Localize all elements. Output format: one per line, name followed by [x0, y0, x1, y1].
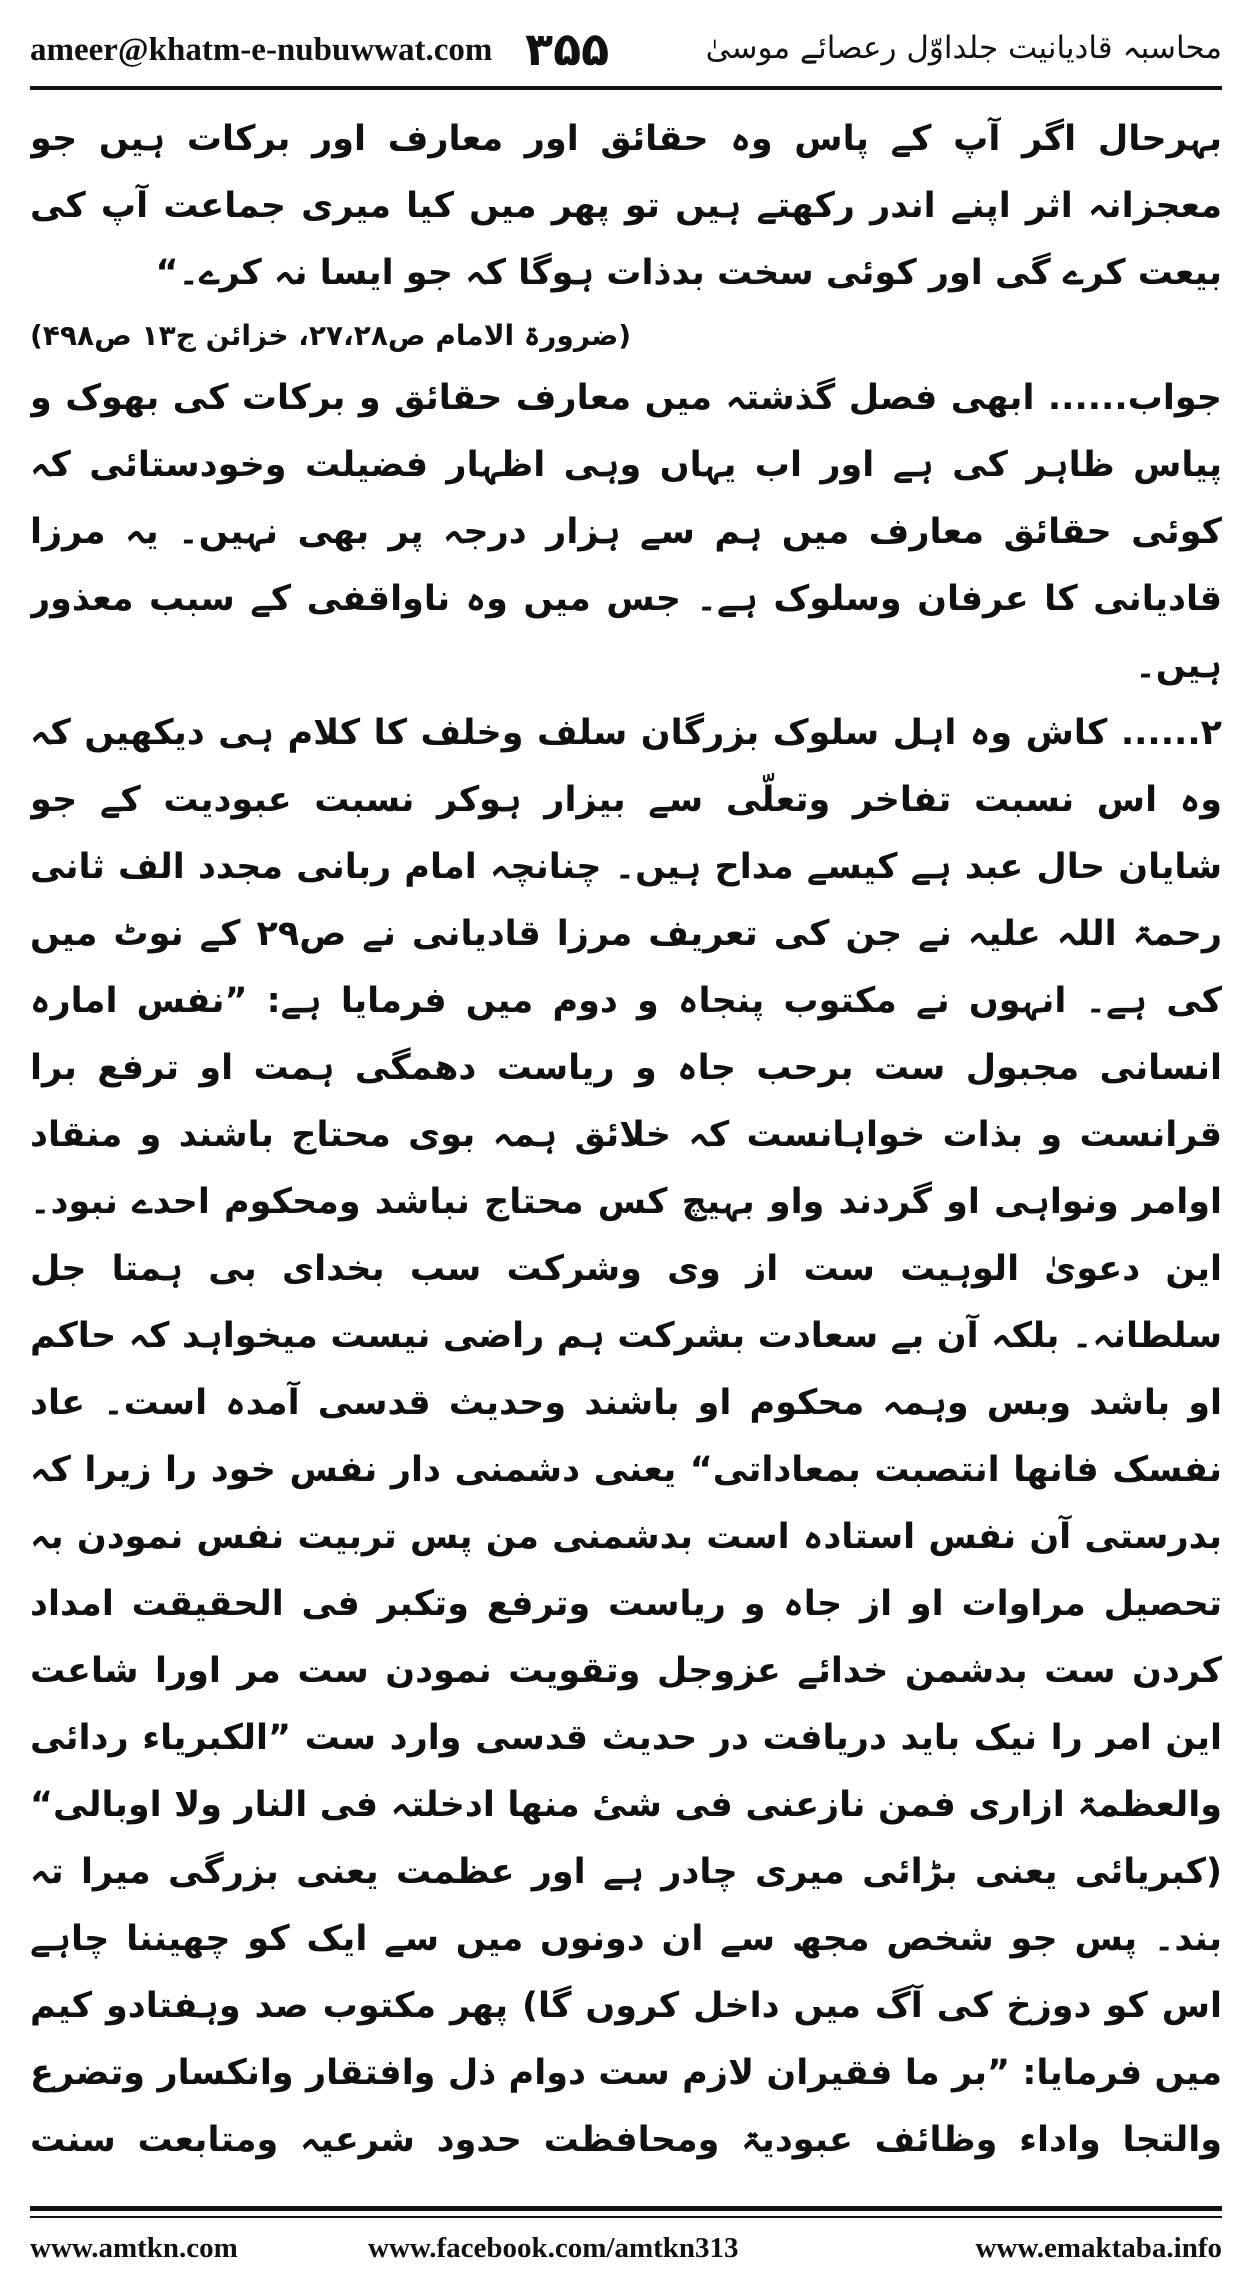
page-header — [30, 18, 1222, 84]
footer-rule-thick — [30, 2206, 1222, 2211]
footer-link-facebook[interactable]: www.facebook.com/amtkn313 — [368, 2232, 739, 2264]
footer-link-amtkn[interactable]: www.amtkn.com — [30, 2232, 238, 2264]
paragraph-quote: بہرحال اگر آپ کے پاس وہ حقائق اور معارف اور برکات ہیں جو معجزانہ اثر اپنے اندر رکھتے ہیں تو پھر میں کیا میری جماعت آپ کی بیعت کرے گی اور کوئی سخت بدذات ہوگا کہ جو ایسا نہ کرے۔“ — [30, 119, 1222, 293]
page-footer — [30, 2232, 1222, 2272]
header-rule — [30, 86, 1222, 90]
paragraph-point-2: ۲...... کاش وہ اہل سلوک بزرگان سلف وخلف کا کلام ہی دیکھیں کہ وہ اس نسبت تفاخر وتعلّی سے بیزار ہوکر نسبت عبودیت کے جو شایان حال عبد ہے کیسے مداح ہیں۔ چنانچہ امام ربانی مجدد الف ثانی رحمۃ اللہ علیہ نے جن کی تعریف مرزا قادیانی نے ص۲۹ کے نوٹ میں کی ہے۔ انہوں نے مکتوب پنجاہ و دوم میں فرمایا ہے: ”نفس امارہ انسانی مجبول ست برحب جاہ و ریاست دھمگی ہمت او ترفع برا قرانست و بذات خواہانست کہ خلائق ہمہ بوی محتاج باشند و منقاد اوامر ونواہی او گردند واو بہیچ کس محتاج نباشد ومحکوم احدے نبود۔ این دعویٰ الوہیت ست از وی وشرکت سب بخدای بی ہمتا جل سلطانہ۔ بلکہ آن بے سعادت بشرکت ہم راضی نیست میخواہد کہ حاکم او باشد وبس وہمہ محکوم او باشند وحدیث قدسی آمدہ است۔ عاد نفسک فانھا انتصبت بمعاداتی“ یعنی دشمنی دار نفس خود را زیرا کہ بدرستی آن نفس استادہ است بدشمنی من پس تربیت نفس نمودن بہ تحصیل مراوات او از جاہ و ریاست وترفع وتکبر فی الحقیقت امداد کردن ست بدشمن خدائے عزوجل وتقویت نمودن ست مر اورا شاعت این امر را نیک باید دریافت در حدیث قدسی وارد ست ”الکبریاء ردائی والعظمۃ ازاری فمن نازعنی فی شیٔ منھا ادخلتہ فی النار ولا اوبالی“ (کبریائی یعنی بڑائی میری چادر ہے اور عظمت یعنی بزرگی میرا تہ بند۔ پس جو شخص مجھ سے ان دونوں میں سے ایک کو چھیننا چاہے اس کو دوزخ کی آگ میں داخل کروں گا) پھر مکتوب صد وہفتادو کیم میں فرمایا: ”بر ما فقیران لازم ست دوام ذل وافتقار وانکسار وتضرع والتجا واداء وظائف عبودیۃ ومحافظت حدود شرعیہ ومتابعت سنت — [30, 713, 1222, 2160]
header-email[interactable]: ameer@khatm-e-nubuwwat.com — [30, 32, 493, 68]
footer-link-emaktaba[interactable]: www.emaktaba.info — [975, 2232, 1222, 2264]
paragraph-answer: جواب...... ابھی فصل گذشتہ میں معارف حقائق و برکات کی بھوک و پیاس ظاہر کی ہے اور اب یہاں وہی اظہار فضیلت وخودستائی کہ کوئی حقائق معارف میں ہم سے ہزار درجہ پر بھی نہیں۔ یہ مرزا قادیانی کا عرفان وسلوک ہے۔ جس میں وہ ناواقفی کے سبب معذور ہیں۔ — [30, 378, 1222, 686]
footer-rule-thin — [30, 2216, 1222, 2218]
page-body — [30, 106, 1222, 2176]
page-number: ۳۵۵ — [525, 22, 610, 76]
book-title: محاسبہ قادیانیت جلداوّل رعصائے موسیٰ — [705, 30, 1222, 66]
reference-citation: (ضرورۃ الامام ص۲۷،۲۸، خزائن ج۱۳ ص۴۹۸) — [30, 319, 632, 352]
